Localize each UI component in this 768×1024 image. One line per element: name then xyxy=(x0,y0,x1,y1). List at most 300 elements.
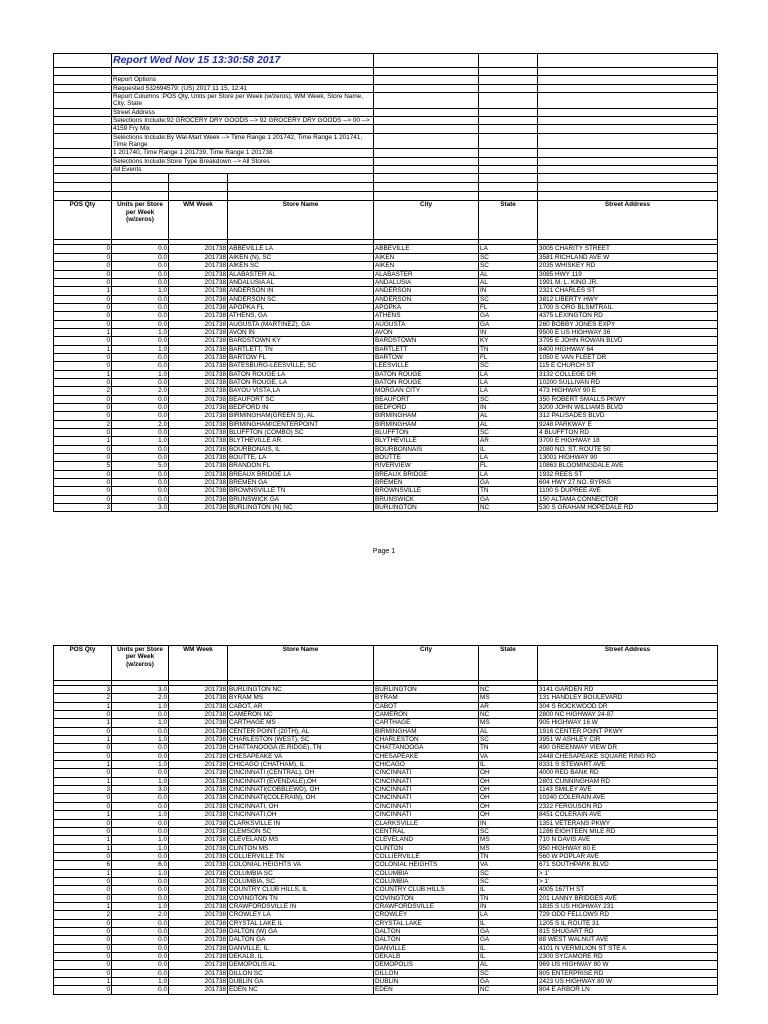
store-name-cell: CINCINNATI, OH xyxy=(228,802,374,810)
pos-qty-cell: 1 xyxy=(54,736,112,744)
table-row xyxy=(54,337,718,345)
units-per-store-cell: 0.0 xyxy=(112,852,169,860)
store-name-cell: CINCINNATI,OH xyxy=(228,811,374,819)
store-name-cell: EDEN NC xyxy=(228,986,374,994)
units-per-store-cell: 0.0 xyxy=(112,794,169,802)
wm-week-cell: 201738 xyxy=(169,927,228,935)
state-cell: AR xyxy=(479,702,538,710)
pos-qty-cell: 0 xyxy=(54,404,112,412)
city-cell: COVINGTON xyxy=(374,894,479,902)
city-cell: CINCINNATI xyxy=(374,811,479,819)
pos-qty-cell: 2 xyxy=(54,420,112,428)
street-address-cell: > 1' xyxy=(538,869,718,877)
pos-qty-cell: 0 xyxy=(54,819,112,827)
store-name-cell: BLYTHEVILLE AR xyxy=(228,437,374,445)
street-address-cell: 2322 FERGUSON RD xyxy=(538,802,718,810)
store-name-cell: BEAUFORT SC xyxy=(228,395,374,403)
units-per-store-cell: 0.0 xyxy=(112,454,169,462)
table-row xyxy=(54,702,718,710)
table-row xyxy=(54,412,718,420)
store-name-cell: CINCINNATI (EVENDALE),OH xyxy=(228,777,374,785)
table-row xyxy=(54,278,718,286)
report-info-line: Requested 532694579: (US) 2017 11 15, 12:41 xyxy=(112,84,374,92)
wm-week-cell: 201738 xyxy=(169,353,228,361)
pos-qty-cell: 3 xyxy=(54,686,112,694)
wm-week-cell: 201738 xyxy=(169,345,228,353)
pos-qty-cell: 0 xyxy=(54,852,112,860)
units-per-store-cell: 0.0 xyxy=(112,245,169,253)
report-info-row xyxy=(54,108,718,116)
state-cell: NC xyxy=(479,711,538,719)
wm-week-cell: 201738 xyxy=(169,794,228,802)
units-per-store-cell: 1.0 xyxy=(112,287,169,295)
street-address-cell: 304 S ROCKWOOD DR xyxy=(538,702,718,710)
units-per-store-cell: 1.0 xyxy=(112,328,169,336)
state-cell: SC xyxy=(479,395,538,403)
report-info-line: Selections Include:Store Type Breakdown --> All Stores xyxy=(112,157,374,165)
header-city: City xyxy=(374,201,479,240)
city-cell: BLYTHEVILLE xyxy=(374,437,479,445)
report-info-row xyxy=(54,76,718,84)
store-name-cell: BARTOW FL xyxy=(228,353,374,361)
units-per-store-cell: 0.0 xyxy=(112,378,169,386)
pos-qty-cell: 2 xyxy=(54,694,112,702)
report-info-row xyxy=(54,93,718,109)
pos-qty-cell: 1 xyxy=(54,328,112,336)
store-name-cell: ANDALUSIA AL xyxy=(228,278,374,286)
table-row xyxy=(54,719,718,727)
units-per-store-cell: 0.0 xyxy=(112,877,169,885)
pos-qty-cell: 0 xyxy=(54,312,112,320)
units-per-store-cell: 0.0 xyxy=(112,953,169,961)
store-name-cell: CENTER POINT (20TH), AL xyxy=(228,727,374,735)
pos-qty-cell: 0 xyxy=(54,727,112,735)
pos-qty-cell: 3 xyxy=(54,786,112,794)
pos-qty-cell: 0 xyxy=(54,320,112,328)
header-wm-week: WM Week xyxy=(169,201,228,240)
street-address-cell: 530 S GRAHAM HOPEDALE RD xyxy=(538,504,718,512)
store-name-cell: APOPKA FL xyxy=(228,303,374,311)
pos-qty-cell: 6 xyxy=(54,861,112,869)
wm-week-cell: 201738 xyxy=(169,702,228,710)
street-address-cell: 969 US HIGHWAY 80 W xyxy=(538,961,718,969)
units-per-store-cell: 0.0 xyxy=(112,270,169,278)
units-per-store-cell: 1.0 xyxy=(112,978,169,986)
store-name-cell: DEMOPOLIS AL xyxy=(228,961,374,969)
wm-week-cell: 201738 xyxy=(169,312,228,320)
table-row xyxy=(54,694,718,702)
table-row xyxy=(54,295,718,303)
street-address-cell: 950 HIGHWAY 80 E xyxy=(538,844,718,852)
street-address-cell: 1932 REES ST xyxy=(538,470,718,478)
pos-qty-cell: 0 xyxy=(54,479,112,487)
city-cell: DALTON xyxy=(374,936,479,944)
street-address-cell: > 1' xyxy=(538,877,718,885)
state-cell: OH xyxy=(479,811,538,819)
state-cell: AR xyxy=(479,437,538,445)
table-row xyxy=(54,370,718,378)
street-address-cell: 4005 167TH ST xyxy=(538,886,718,894)
pos-qty-cell: 0 xyxy=(54,944,112,952)
table-row xyxy=(54,877,718,885)
state-cell: SC xyxy=(479,877,538,885)
street-address-cell: 1286 EIGHTEEN MILE RD xyxy=(538,827,718,835)
units-per-store-cell: 3.0 xyxy=(112,504,169,512)
table-row xyxy=(54,894,718,902)
store-name-cell: BREMEN GA xyxy=(228,479,374,487)
units-per-store-cell: 1.0 xyxy=(112,869,169,877)
city-cell: BYRAM xyxy=(374,694,479,702)
city-cell: CLINTON xyxy=(374,844,479,852)
report-info-row xyxy=(54,166,718,174)
street-address-cell: 88 WEST WALNUT AVE xyxy=(538,936,718,944)
street-address-cell: 201 LANNY BRIDGES AVE xyxy=(538,894,718,902)
wm-week-cell: 201738 xyxy=(169,961,228,969)
street-address-cell: 3951 W ASHLEY CIR xyxy=(538,736,718,744)
state-cell: FL xyxy=(479,462,538,470)
table-row xyxy=(54,445,718,453)
city-cell: CHARLESTON xyxy=(374,736,479,744)
units-per-store-cell: 1.0 xyxy=(112,736,169,744)
units-per-store-cell: 0.0 xyxy=(112,253,169,261)
state-cell: GA xyxy=(479,978,538,986)
state-cell: LA xyxy=(479,245,538,253)
pos-qty-cell: 0 xyxy=(54,454,112,462)
report-info-line: Report Options xyxy=(112,76,374,84)
wm-week-cell: 201738 xyxy=(169,744,228,752)
street-address-cell: 3005 CHARITY STREET xyxy=(538,245,718,253)
wm-week-cell: 201738 xyxy=(169,802,228,810)
pos-qty-cell: 1 xyxy=(54,702,112,710)
city-cell: BURLINGTON xyxy=(374,686,479,694)
store-name-cell: COLONIAL HEIGHTS VA xyxy=(228,861,374,869)
wm-week-cell: 201738 xyxy=(169,387,228,395)
street-address-cell: 804 E ARBOR LN xyxy=(538,986,718,994)
wm-week-cell: 201738 xyxy=(169,919,228,927)
pos-qty-cell: 1 xyxy=(54,811,112,819)
wm-week-cell: 201738 xyxy=(169,719,228,727)
state-cell: TN xyxy=(479,487,538,495)
city-cell: AIKEN xyxy=(374,253,479,261)
units-per-store-cell: 0.0 xyxy=(112,802,169,810)
store-name-cell: COLUMBIA, SC xyxy=(228,877,374,885)
store-name-cell: BARTLETT, TN xyxy=(228,345,374,353)
units-per-store-cell: 2.0 xyxy=(112,911,169,919)
wm-week-cell: 201738 xyxy=(169,861,228,869)
pos-qty-cell: 0 xyxy=(54,752,112,760)
city-cell: COLUMBIA xyxy=(374,869,479,877)
pos-qty-cell: 0 xyxy=(54,353,112,361)
pos-qty-cell: 1 xyxy=(54,345,112,353)
state-cell: TN xyxy=(479,345,538,353)
table-row xyxy=(54,312,718,320)
wm-week-cell: 201738 xyxy=(169,370,228,378)
table-row xyxy=(54,245,718,253)
store-name-cell: CLARKSVILLE IN xyxy=(228,819,374,827)
city-cell: AUGUSTA xyxy=(374,320,479,328)
store-name-cell: BRUNSWICK GA xyxy=(228,495,374,503)
city-cell: CHICAGO xyxy=(374,761,479,769)
table-row xyxy=(54,437,718,445)
street-address-cell: 10863 BLOOMINGDALE AVE xyxy=(538,462,718,470)
table-row xyxy=(54,495,718,503)
street-address-cell: 115 E CHURCH ST xyxy=(538,362,718,370)
table-row xyxy=(54,362,718,370)
pos-qty-cell: 0 xyxy=(54,470,112,478)
table-row xyxy=(54,777,718,785)
table-row xyxy=(54,969,718,977)
store-name-cell: ANDERSON IN xyxy=(228,287,374,295)
state-cell: NC xyxy=(479,986,538,994)
city-cell: APOPKA xyxy=(374,303,479,311)
store-name-cell: BARDSTOWN KY xyxy=(228,337,374,345)
wm-week-cell: 201738 xyxy=(169,278,228,286)
street-address-cell: 671 SOUTHPARK BLVD xyxy=(538,861,718,869)
wm-week-cell: 201738 xyxy=(169,877,228,885)
store-name-cell: CARTHAGE MS xyxy=(228,719,374,727)
pos-qty-cell: 1 xyxy=(54,719,112,727)
street-address-cell: 312 PALISADES BLVD xyxy=(538,412,718,420)
pos-qty-cell: 0 xyxy=(54,953,112,961)
city-cell: DEMOPOLIS xyxy=(374,961,479,969)
report-page-1 xyxy=(53,53,717,512)
units-per-store-cell: 0.0 xyxy=(112,479,169,487)
store-name-cell: BLUFFTON (COMBO) SC xyxy=(228,429,374,437)
pos-qty-cell: 0 xyxy=(54,295,112,303)
street-address-cell: 9248 PARKWAY E xyxy=(538,420,718,428)
state-cell: LA xyxy=(479,378,538,386)
units-per-store-cell: 5.0 xyxy=(112,462,169,470)
city-cell: ANDERSON xyxy=(374,295,479,303)
city-cell: BEDFORD xyxy=(374,404,479,412)
table-row xyxy=(54,454,718,462)
wm-week-cell: 201738 xyxy=(169,262,228,270)
pos-qty-cell: 0 xyxy=(54,827,112,835)
report-info-row xyxy=(54,117,718,125)
state-cell: TN xyxy=(479,744,538,752)
street-address-cell: 905 HIGHWAY 16 W xyxy=(538,719,718,727)
pos-qty-cell: 0 xyxy=(54,961,112,969)
store-name-cell: BOUTTE, LA xyxy=(228,454,374,462)
page-number: Page 1 xyxy=(372,548,396,555)
wm-week-cell: 201738 xyxy=(169,761,228,769)
state-cell: OH xyxy=(479,769,538,777)
units-per-store-cell: 0.0 xyxy=(112,487,169,495)
units-per-store-cell: 0.0 xyxy=(112,445,169,453)
state-cell: GA xyxy=(479,320,538,328)
pos-qty-cell: 1 xyxy=(54,761,112,769)
pos-qty-cell: 5 xyxy=(54,462,112,470)
street-address-cell: 2035 WHISKEY RD xyxy=(538,262,718,270)
wm-week-cell: 201738 xyxy=(169,894,228,902)
report-info-line: 1 201740, Time Range 1 201739, Time Range 1 201738 xyxy=(112,149,374,157)
street-address-cell: 4101 N VERMILION ST STE A xyxy=(538,944,718,952)
street-address-cell: 9500 E US HIGHWAY 36 xyxy=(538,328,718,336)
street-address-cell: 1700 S ORG BLSMTRAIL xyxy=(538,303,718,311)
units-per-store-cell: 1.0 xyxy=(112,719,169,727)
table-row xyxy=(54,353,718,361)
pos-qty-cell: 0 xyxy=(54,487,112,495)
table-row xyxy=(54,387,718,395)
table-row xyxy=(54,462,718,470)
header-city: City xyxy=(374,646,479,681)
table-row xyxy=(54,262,718,270)
city-cell: CLEVELAND xyxy=(374,836,479,844)
store-name-cell: BATESBURG-LEESVILLE, SC xyxy=(228,362,374,370)
street-address-cell: 604 HWY 27 NO. BYPAS xyxy=(538,479,718,487)
state-cell: VA xyxy=(479,752,538,760)
store-name-cell: AUGUSTA (MARTINEZ), GA xyxy=(228,320,374,328)
store-name-cell: DALTON GA xyxy=(228,936,374,944)
store-name-cell: COLLIERVILLE TN xyxy=(228,852,374,860)
units-per-store-cell: 0.0 xyxy=(112,278,169,286)
state-cell: GA xyxy=(479,479,538,487)
state-cell: SC xyxy=(479,429,538,437)
store-name-cell: BIRMINGHAM/CENTERPOINT xyxy=(228,420,374,428)
city-cell: DUBLIN xyxy=(374,978,479,986)
state-cell: FL xyxy=(479,303,538,311)
state-cell: IL xyxy=(479,919,538,927)
pos-qty-cell: 0 xyxy=(54,802,112,810)
column-header-row xyxy=(54,646,718,681)
table-row xyxy=(54,961,718,969)
store-name-cell: CLINTON MS xyxy=(228,844,374,852)
units-per-store-cell: 0.0 xyxy=(112,986,169,994)
store-name-cell: CABOT, AR xyxy=(228,702,374,710)
street-address-cell: 131 HANDLEY BOULEVARD xyxy=(538,694,718,702)
city-cell: COLUMBIA xyxy=(374,877,479,885)
wm-week-cell: 201738 xyxy=(169,902,228,910)
state-cell: GA xyxy=(479,495,538,503)
city-cell: BATON ROUGE xyxy=(374,378,479,386)
store-name-cell: BROWNSVILLE TN xyxy=(228,487,374,495)
units-per-store-cell: 6.0 xyxy=(112,861,169,869)
table-row xyxy=(54,902,718,910)
pos-qty-cell: 0 xyxy=(54,794,112,802)
table-row xyxy=(54,429,718,437)
units-per-store-cell: 1.0 xyxy=(112,370,169,378)
street-address-cell: 1916 CENTER POINT PKWY xyxy=(538,727,718,735)
wm-week-cell: 201738 xyxy=(169,295,228,303)
store-name-cell: COUNTRY CLUB HILLS, IL xyxy=(228,886,374,894)
pos-qty-cell: 1 xyxy=(54,777,112,785)
header-units-per-store: Units per Store per Week (w/zeros) xyxy=(112,201,169,240)
store-name-cell: BURLINGTON (N) NC xyxy=(228,504,374,512)
store-name-cell: CROWLEY LA xyxy=(228,911,374,919)
units-per-store-cell: 1.0 xyxy=(112,836,169,844)
report-info-row xyxy=(54,68,718,76)
wm-week-cell: 201738 xyxy=(169,462,228,470)
table-row xyxy=(54,287,718,295)
street-address-cell: 1991 M. L. KING JR. xyxy=(538,278,718,286)
city-cell: CENTRAL xyxy=(374,827,479,835)
street-address-cell: 260 BOBBY JONES EXPY xyxy=(538,320,718,328)
wm-week-cell: 201738 xyxy=(169,395,228,403)
report-title: Report Wed Nov 15 13:30:58 2017 xyxy=(112,54,374,68)
pos-qty-cell: 0 xyxy=(54,303,112,311)
store-name-cell: CINCINNATI(COLERAIN), OH xyxy=(228,794,374,802)
table-row xyxy=(54,395,718,403)
table-row xyxy=(54,852,718,860)
street-address-cell: 2321 CHARLES ST xyxy=(538,287,718,295)
state-cell: LA xyxy=(479,454,538,462)
wm-week-cell: 201738 xyxy=(169,270,228,278)
header-units-per-store: Units per Store per Week (w/zeros) xyxy=(112,646,169,681)
table-row xyxy=(54,686,718,694)
state-cell: TN xyxy=(479,894,538,902)
report-info-line: Selections Include:By Wal-Mart Week --> Time Range 1 201742, Time Range 1 201741, Time Range xyxy=(112,133,374,149)
units-per-store-cell: 0.0 xyxy=(112,727,169,735)
pos-qty-cell: 1 xyxy=(54,287,112,295)
street-address-cell: 2423 US HIGHWAY 80 W xyxy=(538,978,718,986)
wm-week-cell: 201738 xyxy=(169,378,228,386)
report-info-row xyxy=(54,149,718,157)
street-address-cell: 1100 S DUPREE AVE xyxy=(538,487,718,495)
units-per-store-cell: 0.0 xyxy=(112,827,169,835)
report-info-line xyxy=(112,68,374,76)
pos-qty-cell: 1 xyxy=(54,437,112,445)
store-name-cell: ABBEVILLE LA xyxy=(228,245,374,253)
pos-qty-cell: 0 xyxy=(54,495,112,503)
wm-week-cell: 201738 xyxy=(169,445,228,453)
state-cell: IN xyxy=(479,902,538,910)
pos-qty-cell: 1 xyxy=(54,902,112,910)
state-cell: SC xyxy=(479,253,538,261)
pos-qty-cell: 0 xyxy=(54,245,112,253)
units-per-store-cell: 0.0 xyxy=(112,295,169,303)
state-cell: IL xyxy=(479,761,538,769)
city-cell: BOUTTE xyxy=(374,454,479,462)
pos-qty-cell: 0 xyxy=(54,253,112,261)
units-per-store-cell: 0.0 xyxy=(112,320,169,328)
city-cell: CINCINNATI xyxy=(374,777,479,785)
wm-week-cell: 201738 xyxy=(169,429,228,437)
table-row xyxy=(54,844,718,852)
wm-week-cell: 201738 xyxy=(169,320,228,328)
wm-week-cell: 201738 xyxy=(169,686,228,694)
state-cell: TN xyxy=(479,852,538,860)
wm-week-cell: 201738 xyxy=(169,869,228,877)
city-cell: AIKEN xyxy=(374,262,479,270)
table-row xyxy=(54,836,718,844)
store-name-cell: BATON ROUGE LA xyxy=(228,370,374,378)
pos-qty-cell: 0 xyxy=(54,362,112,370)
table-row xyxy=(54,794,718,802)
units-per-store-cell: 0.0 xyxy=(112,470,169,478)
report-info-line: 4159 Fry Mix xyxy=(112,125,374,133)
street-address-cell: 2300 SYCAMORE RD xyxy=(538,953,718,961)
store-name-cell: BEDFORD IN xyxy=(228,404,374,412)
units-per-store-cell: 0.0 xyxy=(112,919,169,927)
city-cell: CHATTANOOGA xyxy=(374,744,479,752)
store-name-cell: CHARLESTON (WEST), SC xyxy=(228,736,374,744)
state-cell: IN xyxy=(479,819,538,827)
street-address-cell: 10200 SULLIVAN RD xyxy=(538,378,718,386)
pos-qty-cell: 1 xyxy=(54,978,112,986)
city-cell: BREMEN xyxy=(374,479,479,487)
units-per-store-cell: 1.0 xyxy=(112,702,169,710)
store-name-cell: DILLON SC xyxy=(228,969,374,977)
wm-week-cell: 201738 xyxy=(169,911,228,919)
pos-qty-cell: 0 xyxy=(54,969,112,977)
units-per-store-cell: 1.0 xyxy=(112,777,169,785)
wm-week-cell: 201738 xyxy=(169,786,228,794)
table-row xyxy=(54,479,718,487)
pos-qty-cell: 0 xyxy=(54,986,112,994)
city-cell: CINCINNATI xyxy=(374,802,479,810)
store-name-cell: ATHENS, GA xyxy=(228,312,374,320)
wm-week-cell: 201738 xyxy=(169,362,228,370)
